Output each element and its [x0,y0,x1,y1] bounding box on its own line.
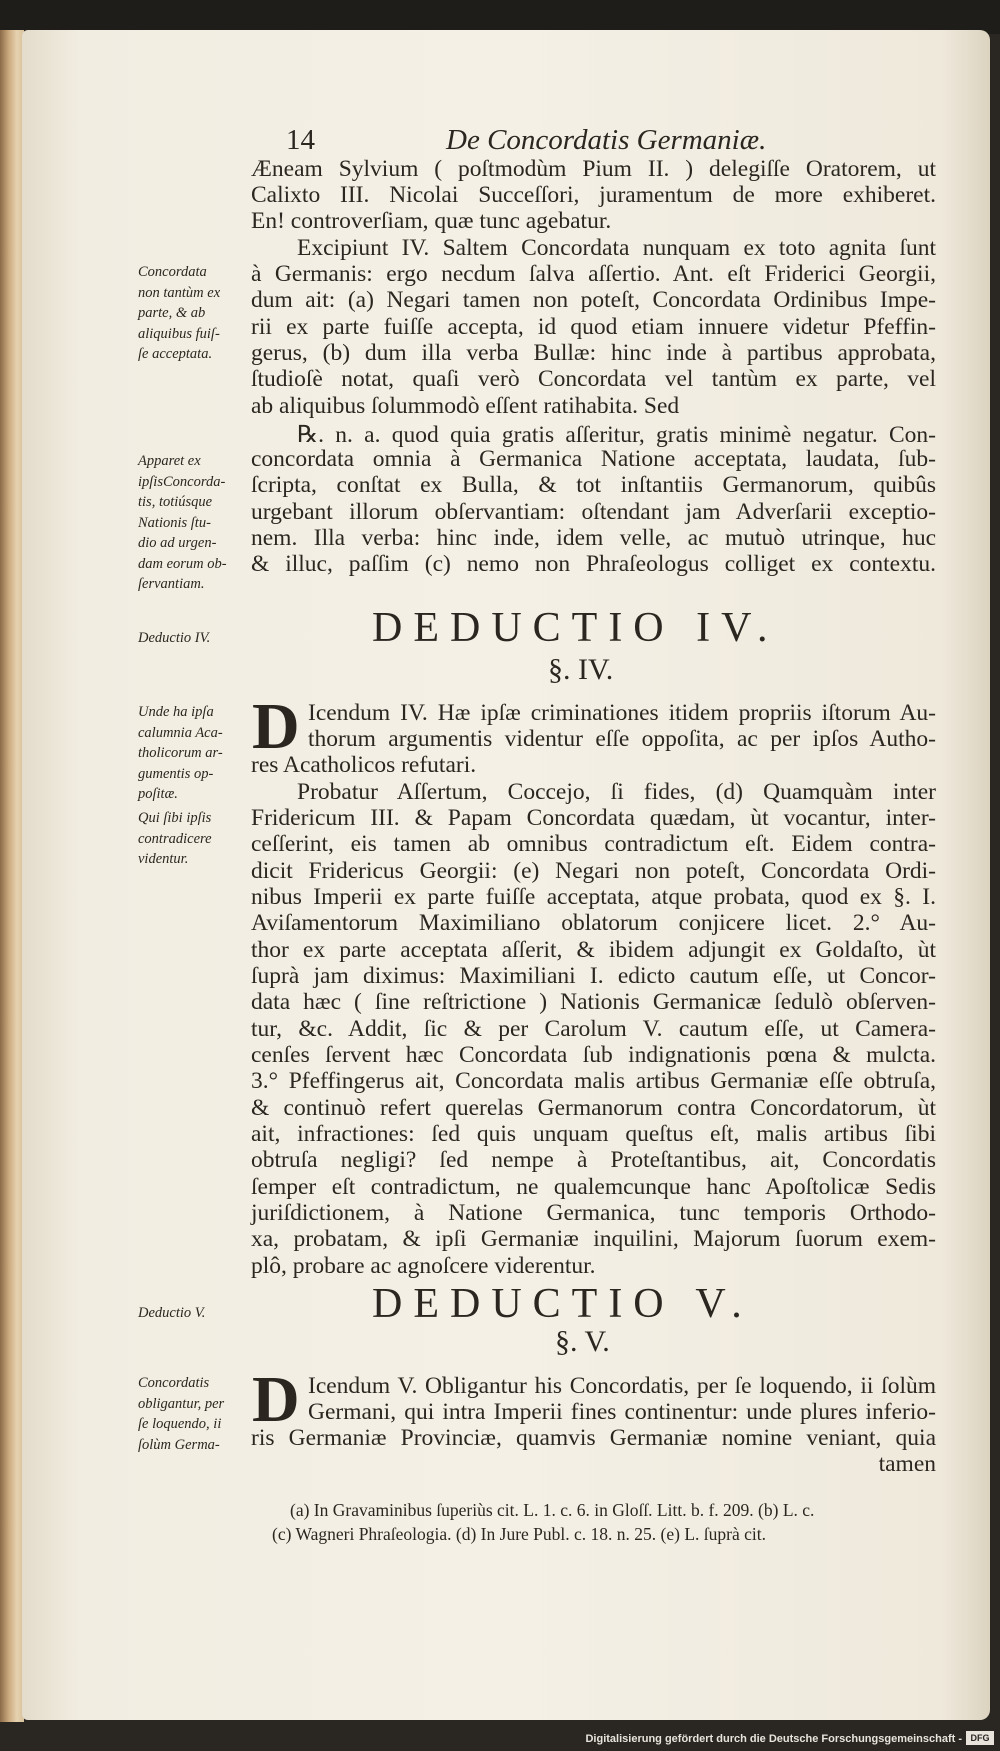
text-line: ſuprà jam diximus: Maximiliani I. edicto cautum eſſe, ut Concor- [251,963,936,989]
margin-note: Qui ſibi ipſis contradicere videntur. [138,810,212,867]
text-line: thorum argumentis videntur eſſe oppoſita, ac per ipſos Autho- [308,726,936,752]
text-line: Icendum IV. Hæ ipſæ criminationes itidem propriis iſtorum Au- [308,700,936,726]
text-line: Excipiunt IV. Saltem Concordata nunquam ex toto agnita ſunt [297,235,936,261]
margin-note: Apparet ex ipſisConcorda- tis, totiúsque Nationis ſtu- dio ad urgen- dam eorum ob- ſervantiam. [138,453,227,592]
text-line: & illuc, paſſim (c) nemo non Phraſeologus colliget ex contextu. [251,551,936,577]
text-line: Icendum V. Obligantur his Concordatis, per ſe loquendo, ii ſolùm [308,1373,936,1399]
text-line: ris Germaniæ Provinciæ, quamvis Germaniæ nomine veniant, quia [251,1425,936,1451]
text-line: ſtudioſè notat, quaſi verò Concordata vel tantùm ex parte, vel [251,366,936,392]
text-line: à Germanis: ergo necdum ſalva aſſertio. Ant. eſt Friderici Georgii, [251,261,936,287]
text-line: Æneam Sylvium ( poſtmodùm Pium II. ) delegiſſe Oratorem, ut [251,156,936,182]
text-line: concordata omnia à Germanica Natione acceptata, laudata, ſub- [251,446,936,472]
text-line: & continuò refert querelas Germanorum contra Concordatorum, ùt [251,1095,936,1121]
footnote: (c) Wagneri Phraſeologia. (d) In Jure Publ. c. 18. n. 25. (e) L. ſuprà cit. [272,1524,766,1544]
text-line: obtruſa negligi? ſed nempe à Proteſtantibus, ait, Concordatis [251,1147,936,1173]
margin-note: Unde ha ipſa calumnia Aca- tholicorum ar- gumentis op- poſitæ. [138,704,223,802]
text-line: tur, &c. Addit, ſic & per Carolum V. cautum eſſe, ut Camera- [251,1016,936,1042]
deductio-iv-heading: DEDUCTIO IV. [372,605,779,651]
text-line: dum ait: (a) Negari tamen non poteſt, Concordata Ordinibus Impe- [251,287,936,313]
catchword: tamen [878,1451,936,1477]
text-line: juriſdictionem, à Natione Germanica, tunc temporis Orthodo- [251,1200,936,1226]
text-line: ſcripta, conſtat ex Bulla, & tot inſtantiis Germanorum, quibûs [251,472,936,498]
page-number: 14 [286,124,315,156]
text-line: res Acatholicos refutari. [251,752,477,778]
text-line: Probatur Aſſertum, Coccejo, ſi fides, (d) Quamquàm inter [297,779,936,805]
text-line: ait, infractiones: ſed quis unquam queſtus eſt, malis artibus ſibi [251,1121,936,1147]
top-dark-border [0,0,1000,34]
text-line: 3.° Pfeffingerus ait, Concordata malis artibus Germaniæ eſſe obtruſa, [251,1068,936,1094]
section-iv-heading: §. IV. [548,653,614,686]
margin-note: Deductio V. [138,1305,206,1321]
margin-note: Deductio IV. [138,630,211,646]
text-line: gerus, (b) dum illa verba Bullæ: hinc inde à partibus approbata, [251,340,936,366]
text-line: ceſſerint, eis tamen ab omnibus contradictum eſt. Eidem contra- [251,831,936,857]
text-line: Germani, qui intra Imperii fines continentur: unde plures inferio- [308,1399,936,1425]
text-line: ab aliquibus ſolummodò eſſent ratihabita. Sed [251,393,680,419]
footnote: (a) In Gravaminibus ſuperiùs cit. L. 1. c. 6. in Gloſſ. Litt. b. f. 209. (b) L. c. [290,1500,815,1520]
dfg-logo: DFG [966,1731,994,1745]
text-line: ſemper eſt contradictum, ne qualemcunque hanc Apoſtolicæ Sedis [251,1174,936,1200]
text-line: Aviſamentorum Maximiliano oblatorum conjicere licet. 2.° Au- [251,910,936,936]
text-line: rii ex parte fuiſſe accepta, id quod etiam innuere videtur Pfeffin- [251,314,936,340]
margin-note: Concordata non tantùm ex parte, & ab aliquibus fuiſ- ſe acceptata. [138,264,221,362]
text-line: cenſes ſervent hæc Concordata ſub indignationis pœna & mulcta. [251,1042,936,1068]
text-line: plô, probare ac agnoſcere viderentur. [251,1253,596,1279]
text-line: ℞. n. a. quod quia gratis aſſeritur, gratis minimè negatur. Con- [297,422,936,448]
text-line: Fridericum III. & Papam Concordata quædam, ùt vocantur, inter- [251,805,936,831]
text-line: xa, probatam, & ipſi Germaniæ inquilini, Majorum ſuorum exem- [251,1226,936,1252]
drop-cap: D [252,690,300,763]
text-line: dicit Fridericus Georgii: (e) Negari non poteſt, Concordata Ordi- [251,858,936,884]
section-v-heading: §. V. [555,1325,610,1358]
deductio-v-heading: DEDUCTIO V. [372,1281,753,1327]
digitization-credit: Digitalisierung gefördert durch die Deutsche Forschungsgemeinschaft - [585,1733,962,1745]
text-line: data hæc ( ſine reſtrictione ) Nationis Germanicæ ſedulò obſerven- [251,989,936,1015]
text-line: nem. Illa verba: hinc inde, idem velle, ac mutuò utrinque, huc [251,525,936,551]
text-line: nibus Imperii ex parte fuiſſe acceptata, atque probata, quod ex §. I. [251,884,936,910]
text-line: urgebant illorum obſervantiam: oſtendant jam Adverſarii exceptio- [251,499,936,525]
running-title: De Concordatis Germaniæ. [446,124,767,156]
text-line: thor ex parte acceptata aſſerit, & ibidem adjungit ex Goldaſto, ùt [251,937,936,963]
book-spine [0,30,24,1730]
text-line: Calixto III. Nicolai Succeſſori, juramentum de more exhiberet. [251,182,936,208]
drop-cap: D [252,1363,300,1436]
margin-note: Concordatis obligantur, per ſe loquendo, ii ſolùm Germa- [138,1375,225,1453]
text-line: En! controverſiam, quæ tunc agebatur. [251,208,612,234]
